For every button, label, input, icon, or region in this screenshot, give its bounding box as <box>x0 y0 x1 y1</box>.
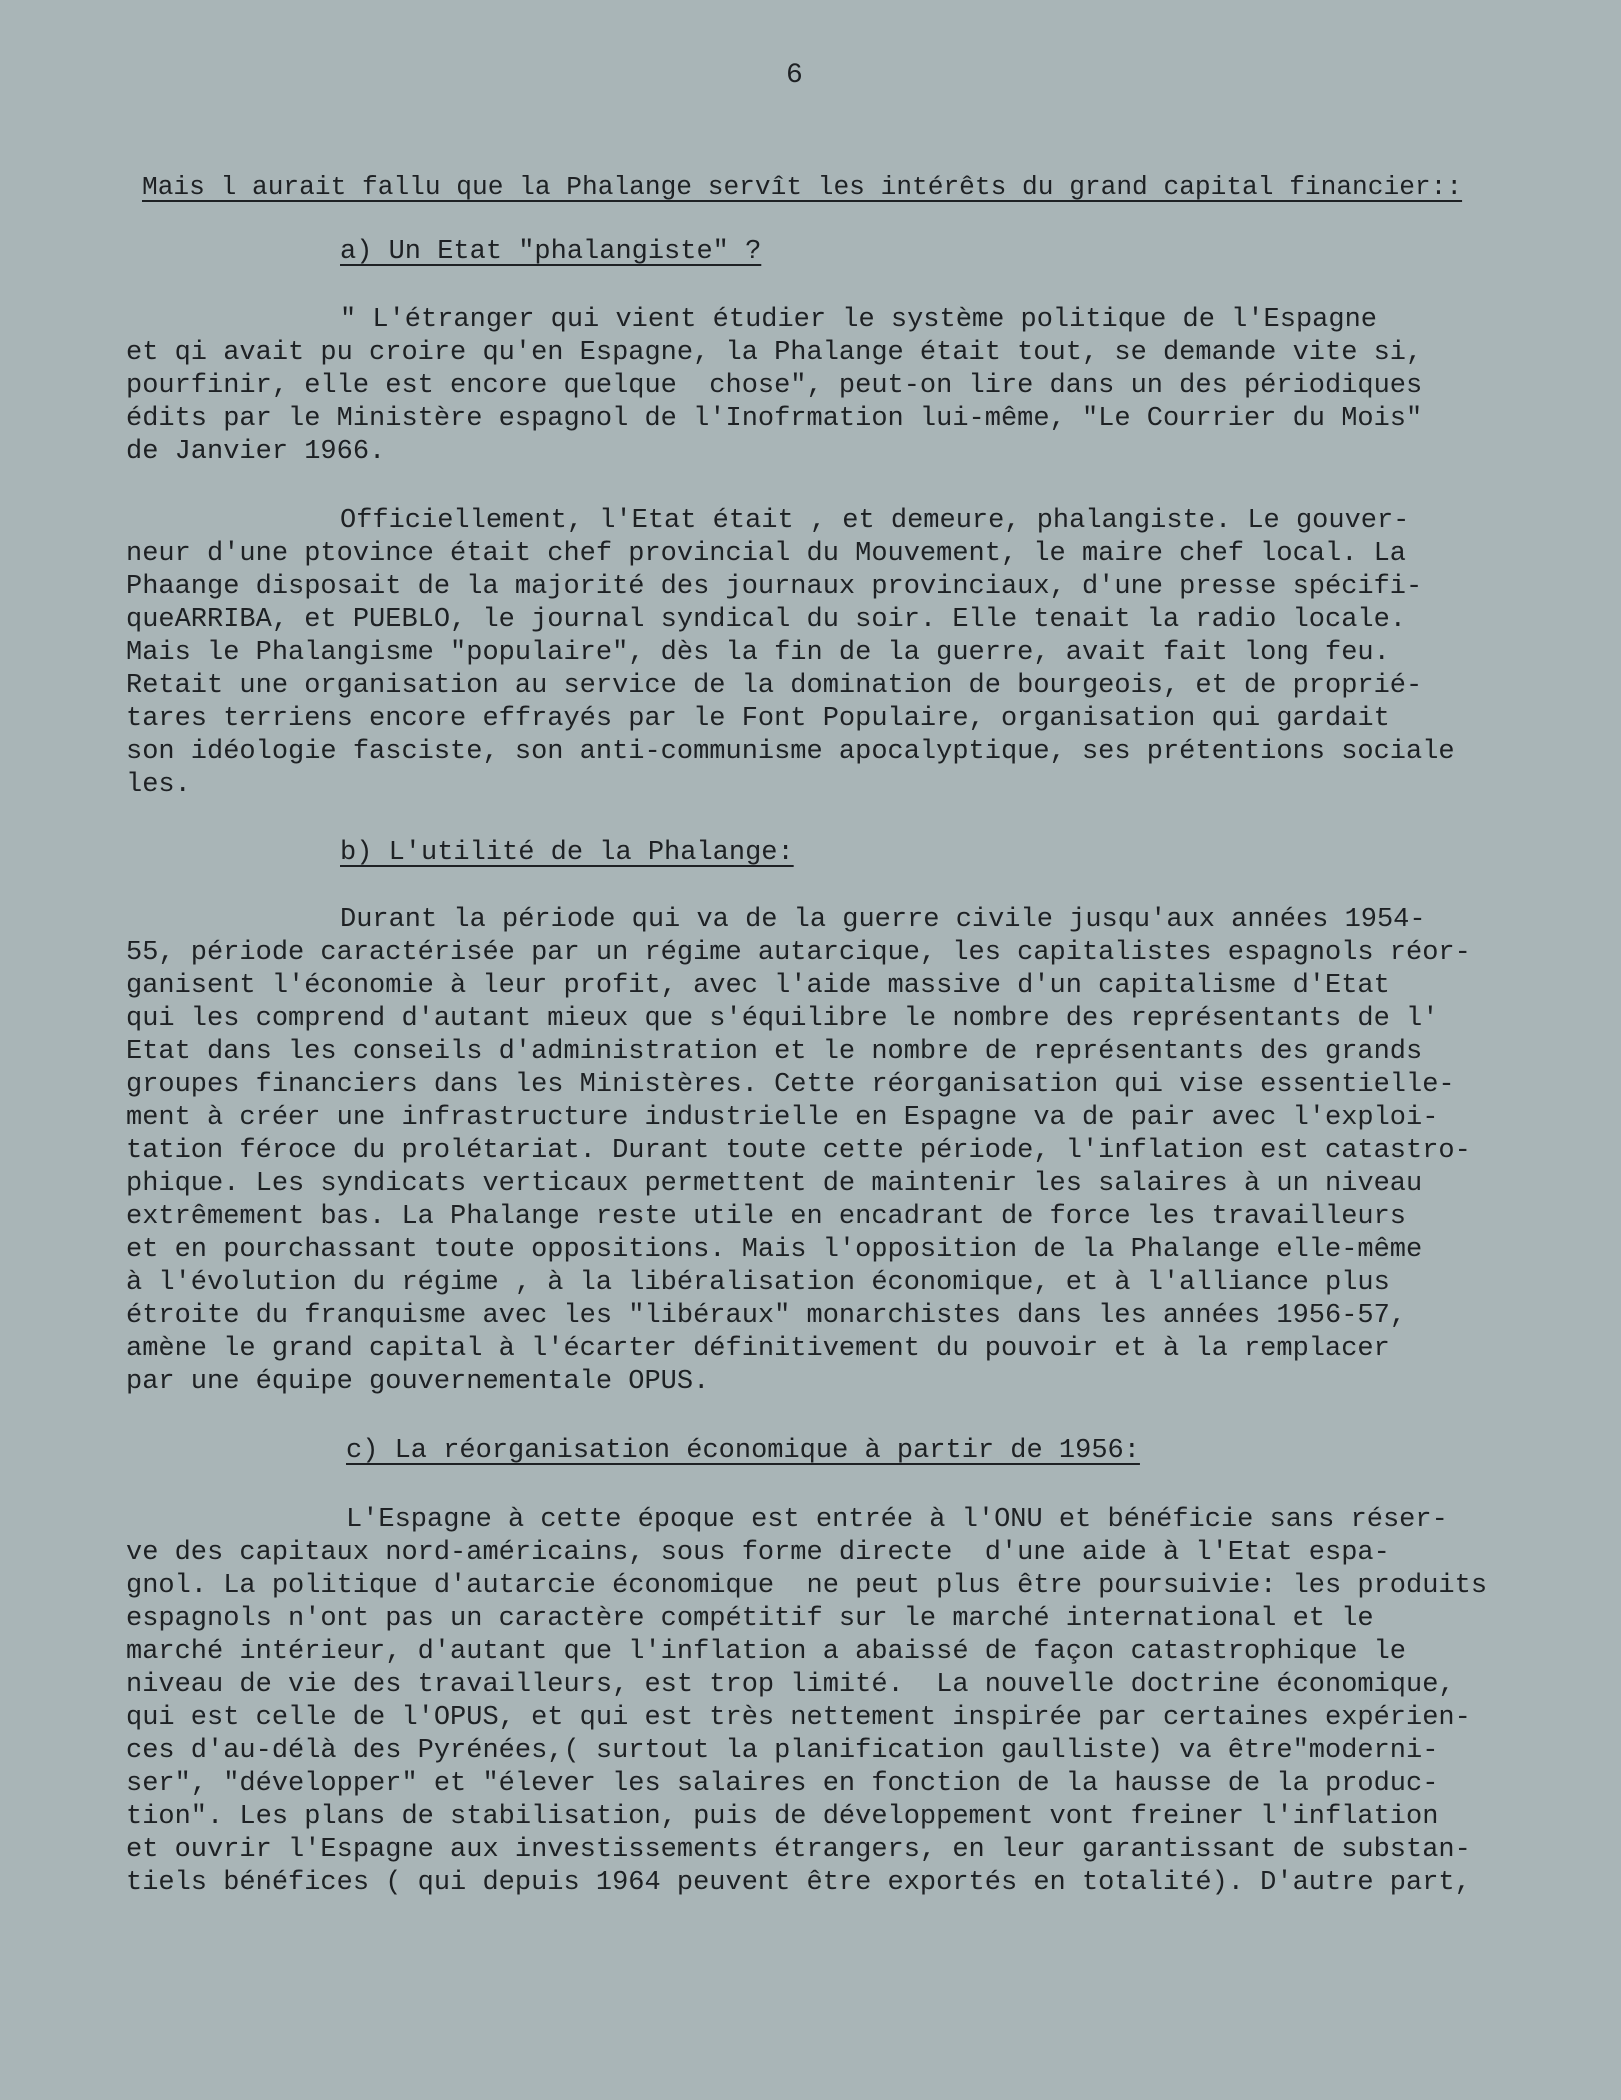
text-line: " L'étranger qui vient étudier le système politique de l'Espagne <box>340 305 1377 335</box>
text-line: ganisent l'économie à leur profit, avec l'aide massive d'un capitalisme d'Etat <box>126 971 1390 1001</box>
text-line: et en pourchassant toute oppositions. Mais l'opposition de la Phalange elle-même <box>126 1235 1423 1265</box>
text-line: marché intérieur, d'autant que l'inflation a abaissé de façon catastrophique le <box>126 1637 1407 1667</box>
text-line: gnol. La politique d'autarcie économique ne peut plus être poursuivie: les produits <box>126 1571 1488 1601</box>
text-line: groupes financiers dans les Ministères. Cette réorganisation qui vise essentielle- <box>126 1070 1455 1100</box>
text-line: par une équipe gouvernementale OPUS. <box>126 1367 710 1397</box>
text-line: les. <box>126 770 191 800</box>
text-line: Retait une organisation au service de la domination de bourgeois, et de proprié- <box>126 671 1423 701</box>
text-line: neur d'une ptovince était chef provincial du Mouvement, le maire chef local. La <box>126 539 1407 569</box>
page-number: 6 <box>786 60 803 91</box>
text-line: ve des capitaux nord-américains, sous forme directe d'une aide à l'Etat espa- <box>126 1538 1390 1568</box>
text-line: Durant la période qui va de la guerre civile jusqu'aux années 1954- <box>340 905 1426 935</box>
text-line: pourfinir, elle est encore quelque chose", peut-on lire dans un des périodiques <box>126 371 1423 401</box>
text-line: qui les comprend d'autant mieux que s'équilibre le nombre des représentants de l' <box>126 1004 1439 1034</box>
text-line: à l'évolution du régime , à la libéralisation économique, et à l'alliance plus <box>126 1268 1390 1298</box>
text-line: tares terriens encore effrayés par le Font Populaire, organisation qui gardait <box>126 704 1390 734</box>
main-heading: Mais l aurait fallu que la Phalange servît les intérêts du grand capital financier:: <box>142 172 1463 202</box>
section-c-title: c) La réorganisation économique à partir de 1956: <box>346 1436 1140 1466</box>
text-line: son idéologie fasciste, son anti-communisme apocalyptique, ses prétentions sociale <box>126 737 1455 767</box>
text-line: niveau de vie des travailleurs, est trop limité. La nouvelle doctrine économique, <box>126 1670 1455 1700</box>
text-line: qui est celle de l'OPUS, et qui est très nettement inspirée par certaines expérien- <box>126 1703 1471 1733</box>
text-line: Phaange disposait de la majorité des journaux provinciaux, d'une presse spécifi- <box>126 572 1423 602</box>
text-line: extrêmement bas. La Phalange reste utile en encadrant de force les travailleurs <box>126 1202 1407 1232</box>
text-line: ser", "développer" et "élever les salaires en fonction de la hausse de la produc- <box>126 1769 1439 1799</box>
section-a-title: a) Un Etat "phalangiste" ? <box>340 237 762 267</box>
text-line: phique. Les syndicats verticaux permettent de maintenir les salaires à un niveau <box>126 1169 1423 1199</box>
text-line: queARRIBA, et PUEBLO, le journal syndical du soir. Elle tenait la radio locale. <box>126 605 1407 635</box>
text-line: tion". Les plans de stabilisation, puis de développement vont freiner l'inflation <box>126 1802 1439 1832</box>
text-line: de Janvier 1966. <box>126 437 386 467</box>
text-line: espagnols n'ont pas un caractère compétitif sur le marché international et le <box>126 1604 1374 1634</box>
text-line: Officiellement, l'Etat était , et demeure, phalangiste. Le gouver- <box>340 506 1410 536</box>
text-line: tiels bénéfices ( qui depuis 1964 peuvent être exportés en totalité). D'autre part, <box>126 1868 1471 1898</box>
text-line: Etat dans les conseils d'administration et le nombre de représentants des grands <box>126 1037 1423 1067</box>
section-b-title: b) L'utilité de la Phalange: <box>340 838 794 868</box>
text-line: ces d'au-délà des Pyrénées,( surtout la planification gaulliste) va être"moderni- <box>126 1736 1439 1766</box>
text-line: étroite du franquisme avec les "libéraux" monarchistes dans les années 1956-57, <box>126 1301 1407 1331</box>
text-line: Mais le Phalangisme "populaire", dès la fin de la guerre, avait fait long feu. <box>126 638 1390 668</box>
text-line: amène le grand capital à l'écarter définitivement du pouvoir et à la remplacer <box>126 1334 1390 1364</box>
text-line: 55, période caractérisée par un régime autarcique, les capitalistes espagnols réor- <box>126 938 1471 968</box>
text-line: édits par le Ministère espagnol de l'Inofrmation lui-même, "Le Courrier du Mois" <box>126 404 1423 434</box>
text-line: L'Espagne à cette époque est entrée à l'ONU et bénéficie sans réser- <box>346 1505 1448 1535</box>
text-line: ment à créer une infrastructure industrielle en Espagne va de pair avec l'exploi- <box>126 1103 1439 1133</box>
text-line: et qi avait pu croire qu'en Espagne, la Phalange était tout, se demande vite si, <box>126 338 1423 368</box>
text-line: tation féroce du prolétariat. Durant toute cette période, l'inflation est catastro- <box>126 1136 1471 1166</box>
text-line: et ouvrir l'Espagne aux investissements étrangers, en leur garantissant de substan- <box>126 1835 1471 1865</box>
